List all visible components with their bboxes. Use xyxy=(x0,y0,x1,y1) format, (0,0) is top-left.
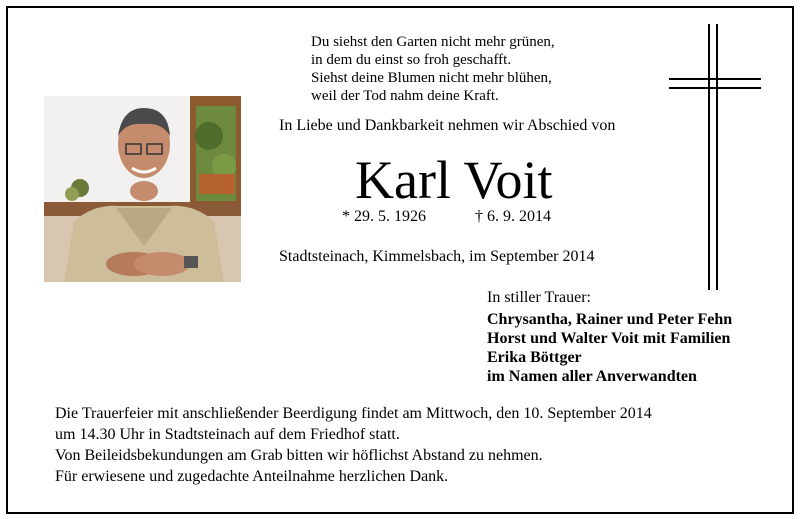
poem-line: Siehst deine Blumen nicht mehr blühen, xyxy=(311,70,552,86)
closing-text xyxy=(55,403,652,487)
deceased-name: Karl Voit xyxy=(355,150,553,210)
closing-line: um 14.30 Uhr in Stadtsteinach auf dem Friedhof statt. xyxy=(55,426,400,443)
mourner-line: im Namen aller Anverwandten xyxy=(487,368,697,385)
closing-line: Von Beileidsbekundungen am Grab bitten wir höflichst Abstand zu nehmen. xyxy=(55,447,543,464)
closing-line: Die Trauerfeier mit anschließender Beerdigung findet am Mittwoch, den 10. September 2014 xyxy=(55,405,652,422)
mourning-heading: In stiller Trauer: xyxy=(487,289,591,306)
mourners-list xyxy=(487,310,732,386)
christian-cross-icon xyxy=(669,24,761,290)
portrait-illustration xyxy=(44,96,241,282)
mourner-line: Erika Böttger xyxy=(487,349,582,366)
portrait-photo xyxy=(44,96,241,282)
birth-date: * 29. 5. 1926 xyxy=(342,208,426,225)
closing-line: Für erwiesene und zugedachte Anteilnahme herzlichen Dank. xyxy=(55,468,449,485)
death-date: † 6. 9. 2014 xyxy=(475,208,551,225)
poem-line: weil der Tod nahm deine Kraft. xyxy=(311,88,499,104)
intro-text: In Liebe und Dankbarkeit nehmen wir Abschied von xyxy=(279,117,616,134)
mourner-line: Chrysantha, Rainer und Peter Fehn xyxy=(487,311,733,328)
poem-line: Du siehst den Garten nicht mehr grünen, xyxy=(311,34,555,50)
poem xyxy=(311,33,555,105)
poem-line: in dem du einst so froh geschafft. xyxy=(311,52,512,68)
mourner-line: Horst und Walter Voit mit Familien xyxy=(487,330,731,347)
place-and-date: Stadtsteinach, Kimmelsbach, im September 2014 xyxy=(279,248,595,265)
